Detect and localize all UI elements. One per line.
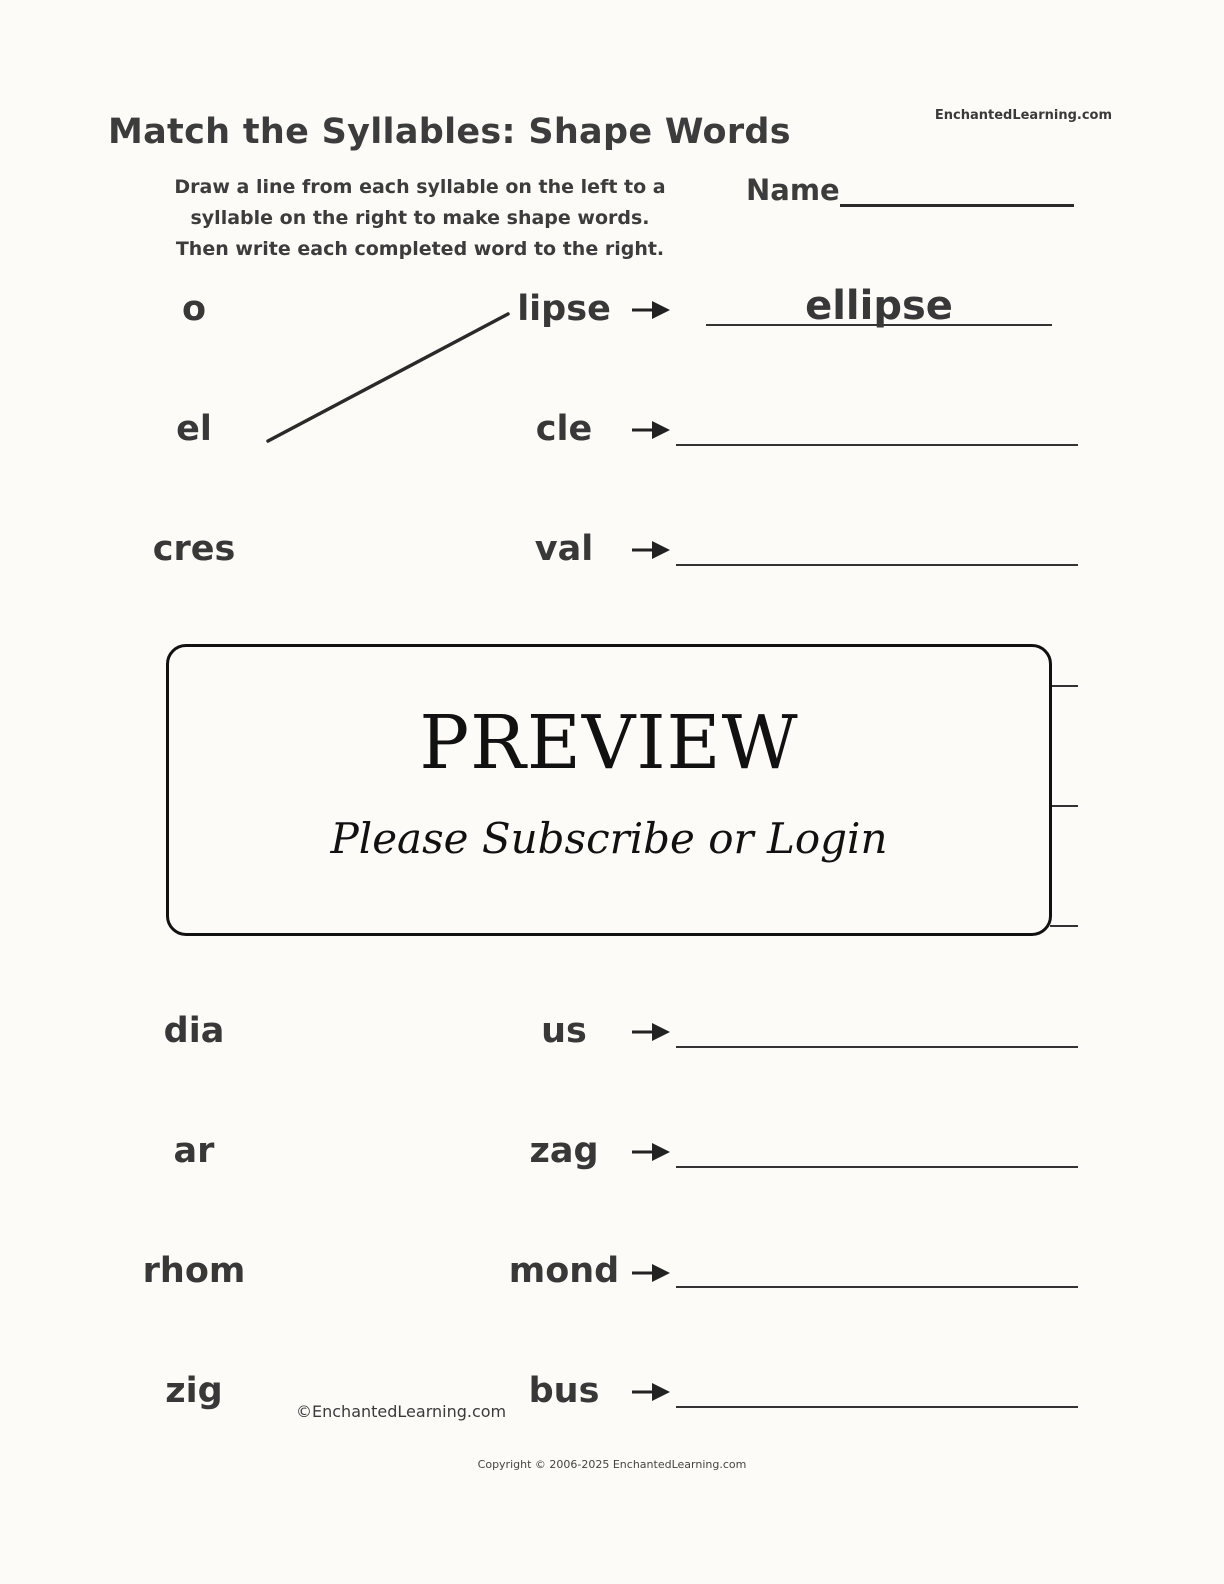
left-syllable: ar [173, 1131, 215, 1171]
arrow-right-icon [630, 1142, 672, 1162]
right-syllable: us [541, 1011, 587, 1051]
instruction-line: Then write each completed word to the right. [175, 238, 665, 260]
right-syllable: cle [535, 409, 593, 449]
answer-line[interactable] [676, 564, 1078, 566]
left-syllable: rhom [142, 1251, 246, 1291]
answer-line[interactable] [1050, 925, 1078, 927]
instruction-line: Draw a line from each syllable on the left to a [174, 176, 666, 198]
name-label: Name [746, 173, 840, 207]
right-syllable: zag [529, 1131, 599, 1171]
arrow-right-icon [630, 420, 672, 440]
answer-line[interactable] [676, 1406, 1078, 1408]
copyright: Copyright © 2006-2025 EnchantedLearning.com [477, 1458, 747, 1471]
right-syllable: val [534, 529, 594, 569]
answer-line[interactable] [676, 1046, 1078, 1048]
left-syllable: el [176, 409, 212, 449]
answer-line[interactable] [1050, 685, 1078, 687]
left-syllable: o [181, 289, 207, 329]
arrow-right-icon [630, 1022, 672, 1042]
right-syllable: bus [528, 1371, 600, 1411]
left-syllable: zig [165, 1371, 223, 1411]
answer-line[interactable] [676, 444, 1078, 446]
arrow-right-icon [630, 1382, 672, 1402]
arrow-right-icon [630, 1263, 672, 1283]
right-syllable: lipse [517, 289, 611, 329]
worksheet-title: Match the Syllables: Shape Words [108, 112, 791, 152]
left-syllable: cres [152, 529, 236, 569]
answer-line[interactable] [1050, 805, 1078, 807]
left-syllable: dia [163, 1011, 225, 1051]
example-answer: ellipse [805, 283, 953, 329]
preview-title: PREVIEW [419, 700, 799, 786]
answer-line[interactable] [676, 1166, 1078, 1168]
answer-line[interactable] [676, 1286, 1078, 1288]
watermark: ©EnchantedLearning.com [296, 1402, 507, 1421]
subscribe-login-link[interactable]: Please Subscribe or Login [330, 814, 888, 863]
site-name[interactable]: EnchantedLearning.com [934, 108, 1112, 123]
right-syllable: mond [508, 1251, 620, 1291]
preview-overlay[interactable] [166, 644, 1052, 936]
instruction-line: syllable on the right to make shape words. [190, 207, 650, 229]
arrow-right-icon [630, 540, 672, 560]
arrow-right-icon [630, 300, 672, 320]
